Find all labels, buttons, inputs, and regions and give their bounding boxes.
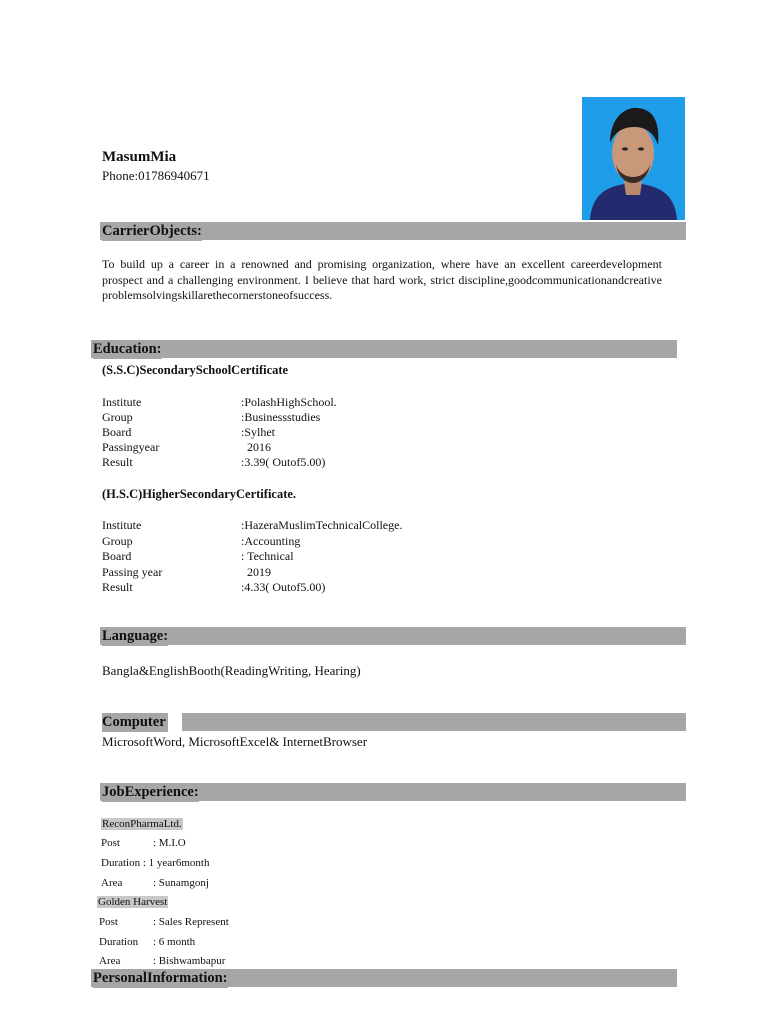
section-bar-computer (100, 713, 686, 731)
row-key: Result (102, 580, 133, 594)
row-value: : Technical (241, 549, 294, 563)
row-key: Board (102, 549, 132, 563)
computer-text: MicrosoftWord, MicrosoftExcel& InternetBrowser (102, 734, 368, 749)
phone-number: Phone:01786940671 (102, 168, 210, 183)
row-value: 2016 (241, 440, 271, 454)
row-value: :PolashHighSchool. (241, 395, 337, 409)
row-value: :Accounting (241, 534, 301, 548)
section-bar-personal (91, 969, 677, 987)
row-key: Result (102, 455, 133, 469)
profile-photo (582, 97, 685, 220)
row-key: Board (102, 425, 132, 439)
section-bar-education (91, 340, 677, 358)
row-value: :Businessstudies (241, 410, 321, 424)
row-key: Post (101, 837, 120, 849)
row-key: Institute (102, 395, 142, 409)
row-key: Duration (99, 936, 139, 948)
section-title-education: Education: (93, 341, 162, 357)
section-title-language: Language: (102, 628, 169, 644)
row-value: 2019 (241, 565, 271, 579)
row-value: :HazeraMuslimTechnicalCollege. (241, 518, 403, 532)
section-title-experience: JobExperience: (102, 784, 199, 800)
row-value: :Sylhet (241, 425, 276, 439)
ssc-heading: (S.S.C)SecondarySchoolCertificate (102, 363, 289, 377)
portrait-image (582, 97, 685, 220)
language-text: Bangla&EnglishBooth(ReadingWriting, Hearing) (102, 663, 361, 678)
section-bar-objective (100, 222, 686, 240)
row-value: : 6 month (153, 936, 196, 948)
section-title-computer: Computer (102, 714, 166, 730)
row-key: Area (101, 877, 123, 889)
section-title-objective: CarrierObjects: (102, 223, 202, 239)
section-bar-experience (100, 783, 686, 801)
section-bar-language (100, 627, 686, 645)
row-key: Institute (102, 518, 142, 532)
job2-company (97, 896, 168, 908)
row-key: Passing year (102, 565, 163, 579)
row-value: : M.I.O (153, 837, 186, 849)
row-value: : Bishwambapur (153, 955, 226, 967)
row-value: :3.39( Outof5.00) (241, 455, 326, 469)
job1-company (101, 818, 183, 830)
candidate-name: MasumMia (102, 149, 177, 165)
objective-text: To build up a career in a renowned and promising organization, where have an excellent careerdevelopment prospect and a challenging environment. I believe that hard work, strict discipline,goodcommunicationandcreative problemsolvingskillarethecornerstoneofsuccess. (102, 257, 662, 302)
row-value: : Sales Represent (153, 916, 229, 928)
section-bar-fill (182, 713, 686, 731)
row-key: Group (102, 410, 133, 424)
row-key: Duration : 1 year6month (101, 857, 210, 869)
row-key: Post (99, 916, 118, 928)
row-key: Area (99, 955, 121, 967)
row-value: : Sunamgonj (153, 877, 209, 889)
company-name: Golden Harvest (98, 896, 168, 908)
row-key: Passingyear (102, 440, 160, 454)
row-value: :4.33( Outof5.00) (241, 580, 326, 594)
company-name: ReconPharmaLtd. (102, 818, 182, 830)
section-title-personal: PersonalInformation: (93, 970, 228, 986)
row-key: Group (102, 534, 133, 548)
hsc-heading: (H.S.C)HigherSecondaryCertificate. (102, 487, 297, 501)
